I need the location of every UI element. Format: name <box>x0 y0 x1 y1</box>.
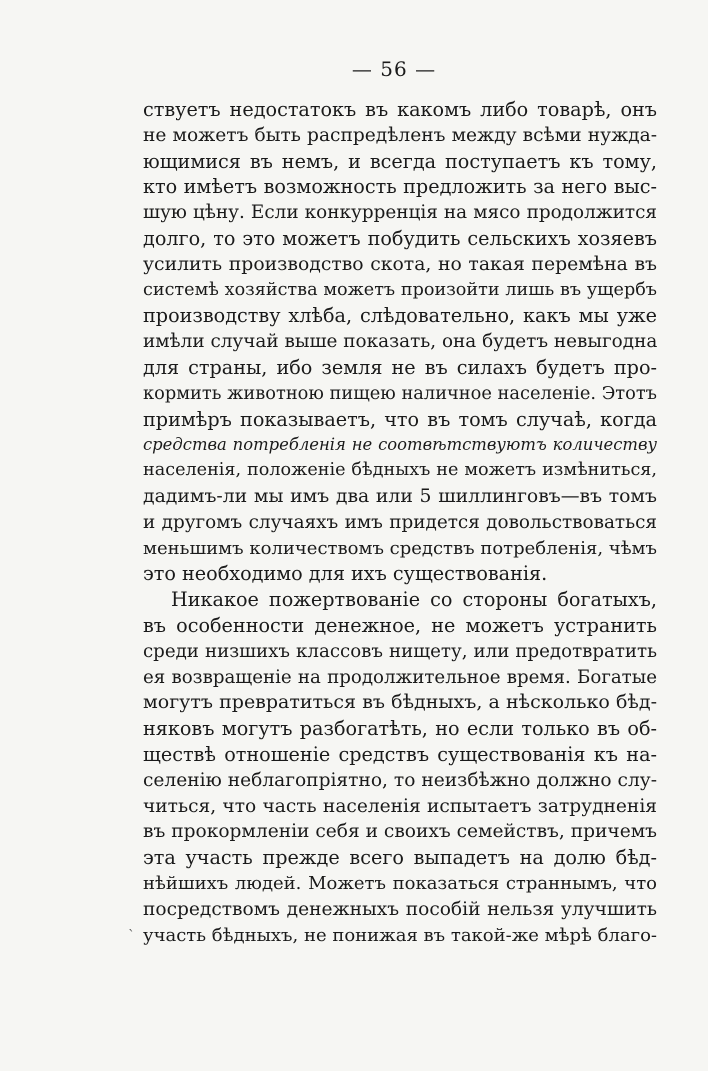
text-line: долго, то это можетъ побудить сельскихъ хозяевъ <box>143 226 657 250</box>
text-line: въ прокормленіи себя и своихъ семействъ, причемъ <box>143 821 657 843</box>
emphasized-text-line: средства потребленія не соотвѣтствуютъ количеству <box>143 435 657 455</box>
text-line: дадимъ-ли мы имъ два или 5 шиллинговъ—въ томъ <box>143 485 657 507</box>
text-line: усилить производство скота, но такая перемѣна въ <box>143 253 657 275</box>
text-line: среди низшихъ классовъ нищету, или предотвратить <box>143 640 657 662</box>
paragraph-start-line: Никакое пожертвованіе со стороны богатыхъ, <box>171 588 657 612</box>
text-line: шую цѣну. Если конкурренція на мясо продолжится <box>143 202 657 224</box>
text-line: и другомъ случаяхъ имъ придется довольствоваться <box>143 511 657 533</box>
text-line: читься, что часть населенія испытаетъ затрудненія <box>143 795 657 817</box>
text-line: эта участь прежде всего выпадетъ на долю бѣд- <box>143 846 657 870</box>
text-line: производству хлѣба, слѣдовательно, какъ мы уже <box>143 304 657 328</box>
text-line: примѣръ показываетъ, что въ томъ случаѣ, когда <box>143 407 657 431</box>
text-line: кормить животною пищею наличное населеніе. Этотъ <box>143 382 657 404</box>
text-line: для страны, ибо земля не въ силахъ будетъ про- <box>143 355 657 379</box>
margin-mark: ` <box>128 928 135 944</box>
text-line: селенію неблагопріятно, то неизбѣжно должно слу- <box>143 769 657 791</box>
text-line: нѣйшихъ людей. Можетъ показаться страннымъ, что <box>143 872 657 894</box>
text-line: меньшимъ количествомъ средствъ потребленія, чѣмъ <box>143 537 657 559</box>
text-line: системѣ хозяйства можетъ произойти лишь въ ущербъ <box>143 279 657 300</box>
text-line: ея возвращеніе на продолжительное время. Богатые <box>143 666 657 688</box>
text-line: не можетъ быть распредѣленъ между всѣми нужда- <box>143 124 657 146</box>
text-line: могутъ превратиться въ бѣдныхъ, а нѣсколько бѣд- <box>143 691 657 714</box>
text-line: населенія, положеніе бѣдныхъ не можетъ измѣниться, <box>143 460 657 481</box>
text-line: кто имѣетъ возможность предложить за него выс- <box>143 175 657 199</box>
text-line: участь бѣдныхъ, не понижая въ такой-же мѣрѣ благо- <box>143 924 657 946</box>
body-text <box>143 97 657 948</box>
page-number: — 56 — <box>351 57 437 81</box>
text-line: ющимися въ немъ, и всегда поступаетъ къ тому, <box>143 149 657 173</box>
text-line: въ особенности денежное, не можетъ устранить <box>143 613 657 637</box>
text-line: имѣли случай выше показать, она будетъ невыгодна <box>143 331 658 353</box>
text-line: ществѣ отношеніе средствъ существованія къ на- <box>143 742 657 766</box>
text-line: посредствомъ денежныхъ пособій нельзя улучшить <box>143 898 657 920</box>
text-line: ствуетъ недостатокъ въ какомъ либо товарѣ, онъ <box>143 98 657 121</box>
text-line: это необходимо для ихъ существованія. <box>143 562 548 586</box>
text-line: няковъ могутъ разбогатѣть, но если только въ об- <box>143 717 657 741</box>
